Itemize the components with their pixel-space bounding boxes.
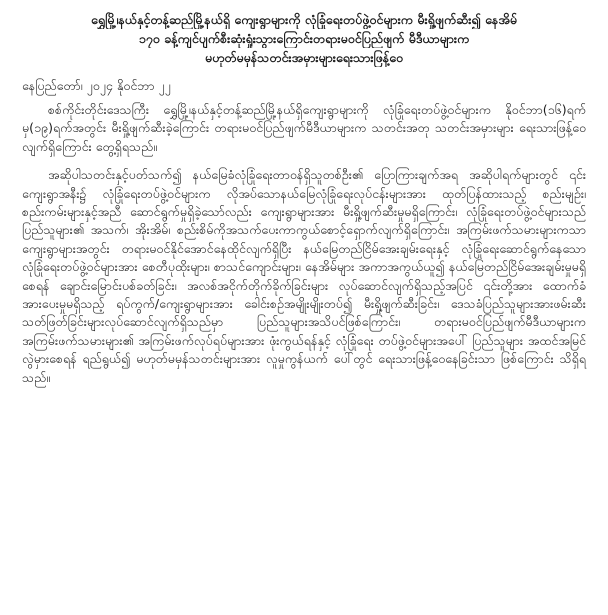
headline-line: ရွှေမြို့၊နယ်နှင့်တန့်ဆည်မြို့နယ်ရှိ ကျေးရွာများကို လုံခြုံရေးတပ်ဖွဲ့ဝင်များက မီးရှို့ဖျက်ဆီး၍ နေအိမ် [90, 12, 518, 27]
article-headline [22, 10, 586, 67]
headline-line: ၁၇၀ ခန့်ကျင်ပျက်စီးဆုံးရှုံးသွားကြောင်းတရားမဝင်ပြည်ဖျက် မီဒီယာများက [138, 31, 470, 46]
article-dateline: နေပြည်တော်၊ ၂၀၂၄ နိုဝင်ဘာ ၂၂ [22, 78, 171, 93]
article-paragraph: စစ်ကိုင်းတိုင်းဒေသကြီး ရွှေမြို့၊နယ်နှင့်တန့်ဆည်မြို့နယ်ရှိကျေးရွာများကို လုံခြုံရေးတပ်ဖွဲ့ဝင်များက နိုဝင်ဘာ(၁၆)ရက်မှ(၁၉)ရက်အတွင်း မီးရှို့ဖျက်ဆီးခဲ့ကြောင်း တရားမဝင်ပြည်ဖျက်မီဒီယာများက သတင်းအတု သတင်းအမှားများ ရေးသားဖြန့်ဝေလျက်ရှိကြောင်း တွေ့ရှိရသည်။ [22, 102, 586, 154]
headline-line: မဟုတ်မမှန်သတင်းအမှားများရေးသားဖြန့်ဝေ [204, 50, 404, 65]
article-paragraph: အဆိုပါသတင်းနှင့်ပတ်သက်၍ နယ်မြေခံလုံခြုံရေးတာဝန်ရှိသူတစ်ဦး၏ ပြောကြားချက်အရ အဆိုပါရက်များတွင် ၎င်းကျေးရွာအနီး၌ လုံခြုံရေးတပ်ဖွဲ့ဝင်များက လိုအပ်သောနယ်မြေလုံခြုံရေးလုပ်ငန်းများအား ထုတ်ပြန်ထားသည့် စည်းမျဉ်း၊ စည်းကမ်းများနှင့်အညီ ဆောင်ရွက်မှုရှိခဲ့သော်လည်း ကျေးရွာများအား မီးရှို့ဖျက်ဆီးမှုမရှိကြောင်း၊ လုံခြုံရေးတပ်ဖွဲ့ဝင်များသည် ပြည်သူများ၏ အသက်၊ အိုးအိမ်၊ စည်းစိမ်ကိုအသက်ပေးကာကွယ်စောင့်ရှောက်လျက်ရှိကြောင်း၊ အကြမ်းဖက်သမားများကသာ ကျေးရွာများအတွင်း တရားမဝင်နိုင်အောင်နေထိုင်လျက်ရှိပြီး နယ်မြေတည်ငြိမ်အေးချမ်းရေးနှင့် လုံခြုံရေးဆောင်ရွက်နေသော လုံခြုံရေးတပ်ဖွဲ့ဝင်များအား စေတီပုထိုးများ၊ စာသင်ကျောင်းများ၊ နေအိမ်များ အကာအကွယ်ယူ၍ နယ်မြေတည်ငြိမ်အေးချမ်းမှုမရှိစေရန် ချောင်းမြောင်းပစ်ခတ်ခြင်း၊ အလစ်အငိုက်တိုက်ခိုက်ခြင်းများ လုပ်ဆောင်လျက်ရှိသည့်အပြင် ၎င်းတို့အား ထောက်ခံအားပေးမှုမရှိသည့် ရပ်ကွက်/ကျေးရွာများအား ခေါင်းစဉ်အမျိုးမျိုးတပ်၍ မီးရှို့ဖျက်ဆီးခြင်း၊ ဒေသခံပြည်သူများအားဖမ်းဆီးသတ်ဖြတ်ခြင်းများလုပ်ဆောင်လျက်ရှိသည်မှာ ပြည်သူများအသိပင်ဖြစ်ကြောင်း၊ တရားမဝင်ပြည်ဖျက်မီဒီယာများက အကြမ်းဖက်သမားများ၏ အကြမ်းဖက်လုပ်ရပ်များအား ဖုံးကွယ်ရန်နှင့် လုံခြုံရေး တပ်ဖွဲ့ဝင်များအပေါ် ပြည်သူများ အထင်အမြင်လွဲမှားစေရန် ရည်ရွယ်၍ မဟုတ်မမှန်သတင်းများအား လူမှုကွန်ယက် ပေါ်တွင် ရေးသားဖြန့်ဝေနေခြင်းသာ ဖြစ်ကြောင်း သိရှိရသည်။ [22, 167, 586, 385]
